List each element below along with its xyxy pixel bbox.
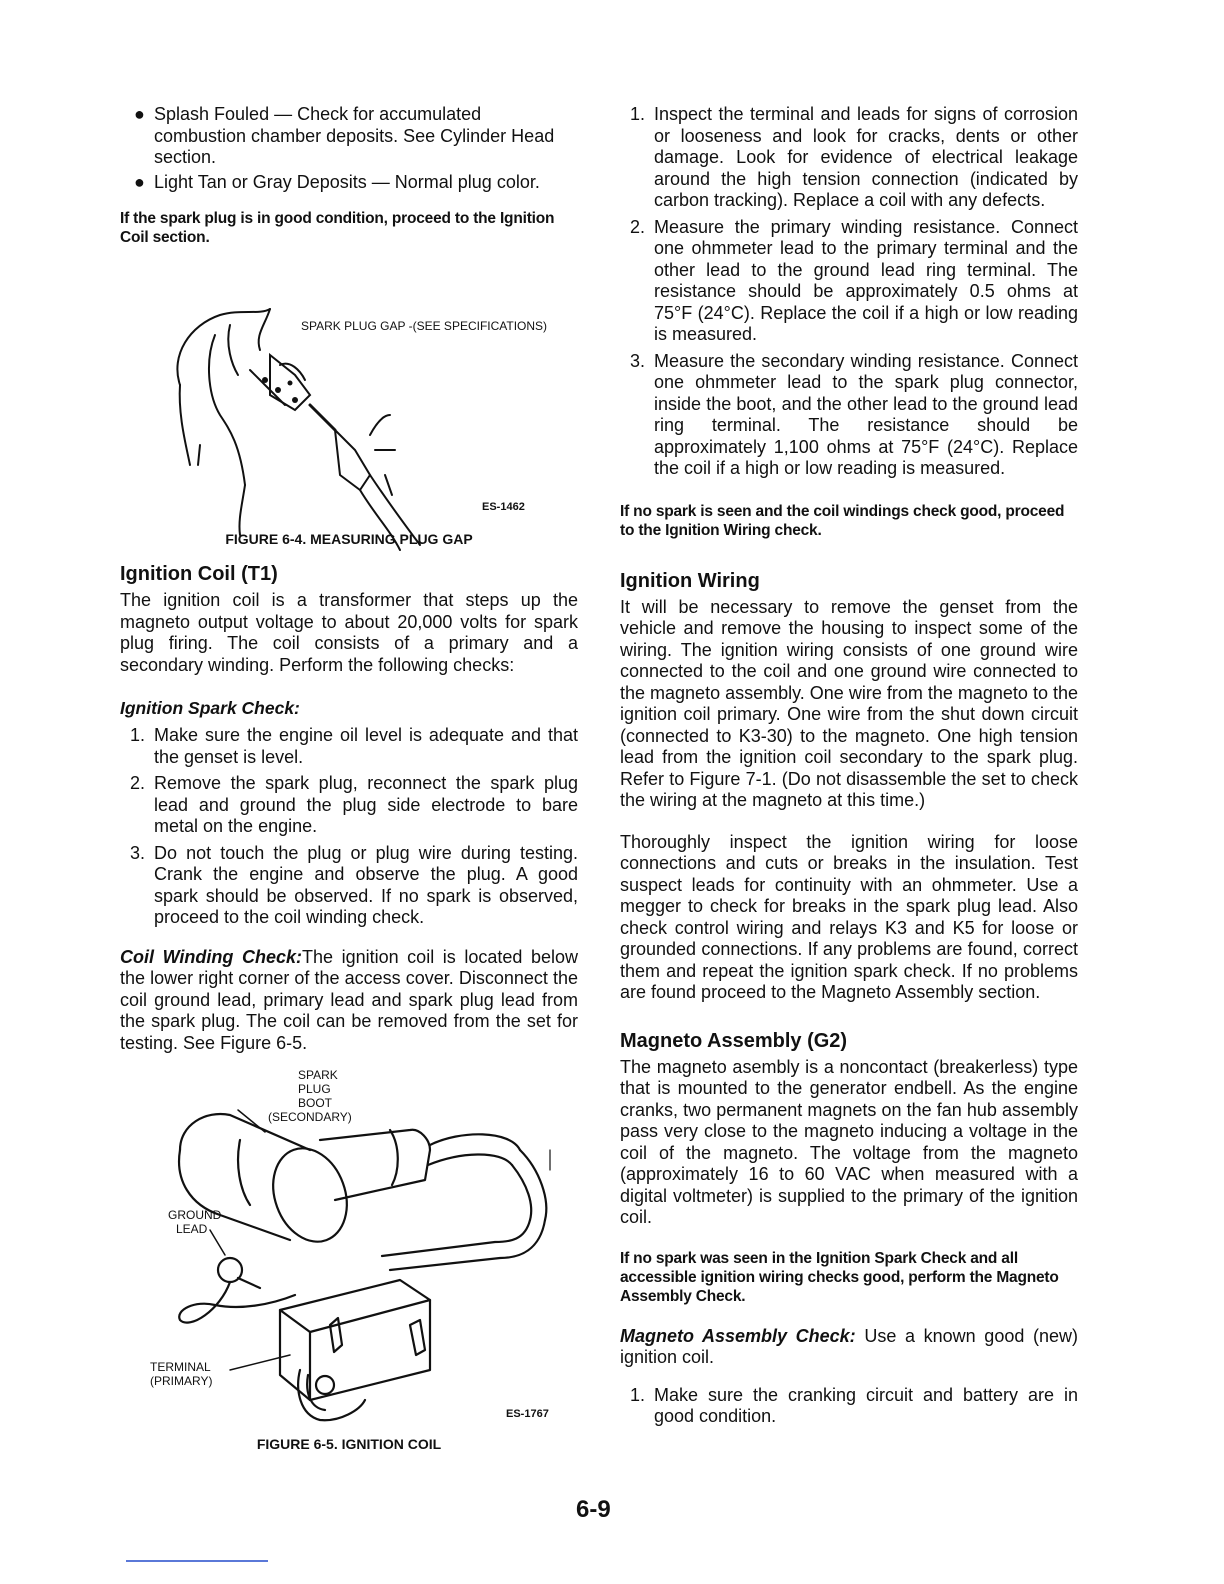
list-item: 3. Measure the secondary winding resistance. Connect one ohmmeter lead to the spark plug connector, inside the boot, and the other lead to the ground lead ring terminal. The resistance should be approximately 1,100 ohms at 75°F (24°C). Replace the coil if a high or low reading is measured. xyxy=(630,350,1078,478)
list-item: 1. Make sure the engine oil level is adequate and that the genset is level. xyxy=(130,725,578,767)
list-item: 1. Inspect the terminal and leads for signs of corrosion or looseness and look for cracks, dents or other damage. Look for evidence of electrical leakage around the high tension connection (indicated by carbon tracking). Replace a coil with any defects. xyxy=(630,104,1078,210)
note-spark-plug-good: If the spark plug is in good condition, proceed to the Ignition Coil section. xyxy=(120,210,555,246)
heading-ignition-wiring: Ignition Wiring xyxy=(620,569,760,592)
left-column xyxy=(120,104,578,1480)
label-spark-plug-boot: SPARK PLUG BOOT (SECONDARY) xyxy=(268,1068,352,1124)
note-no-spark: If no spark is seen and the coil windings check good, proceed to the Ignition Wiring check. xyxy=(620,502,1065,539)
ignition-coil-text: The ignition coil is a transformer that steps up the magneto output voltage to about 20,000 volts for spark plug firing. The coil consists of a primary and a secondary winding. Perform the following checks: xyxy=(120,590,578,675)
magneto-check-steps xyxy=(620,1385,1078,1428)
list-item: 2. Measure the primary winding resistance. Connect one ohmmeter lead to the primary terminal and the other lead to the ground lead ring terminal. The resistance should be approximately 0.5 ohms at 75°F (24°C). Replace the coil if a high or low reading is measured. xyxy=(630,216,1078,344)
heading-magneto-assembly: Magneto Assembly (G2) xyxy=(620,1029,848,1052)
figure-plug-gap xyxy=(120,265,578,555)
label-ground-lead: GROUND LEAD xyxy=(168,1208,222,1236)
coil-winding-steps xyxy=(620,104,1078,480)
heading-magneto-assembly-check: Magneto Assembly Check: xyxy=(620,1325,856,1346)
ignition-wiring-text-2: Thoroughly inspect the ignition wiring for loose connections and cuts or breaks in the insulation. Test suspect leads for continuity with an ohmmeter. Use a megger to check for breaks in the spark plug lead. Also check control wiring and relays K3 and K5 for loose or grounded connections. If any problems are found, correct them and repeat the ignition spark check. If no problems are found proceed to the Magneto Assembly section. xyxy=(620,831,1078,1002)
figure-code: ES-1462 xyxy=(482,501,525,513)
right-column xyxy=(620,104,1078,1433)
label-terminal-primary: TERMINAL (PRIMARY) xyxy=(150,1360,213,1388)
figure-caption: FIGURE 6-4. MEASURING PLUG GAP xyxy=(225,531,473,547)
ignition-wiring-text-1: It will be necessary to remove the genset from the vehicle and remove the housing to inspect some of the wiring. The ignition wiring consists of one ground wire connected to the coil and one ground wire connected to the magneto assembly. One wire from the magneto to the ignition coil primary. One wire from the shut down circuit (connected to K3-30) to the magneto. One high tension lead from the ignition coil secondary to the spark plug. Refer to Figure 7-1. (Do not disassemble the set to check the wiring at the magneto at this time.) xyxy=(620,596,1078,810)
heading-coil-winding-check: Coil Winding Check: xyxy=(120,946,302,967)
list-item: 2. Remove the spark plug, reconnect the spark plug lead and ground the plug side electrode to bare metal on the engine. xyxy=(130,773,578,836)
label-spark-plug-gap: SPARK PLUG GAP -(SEE SPECIFICATIONS) xyxy=(301,319,548,333)
note-magneto-check: If no spark was seen in the Ignition Spark Check and all accessible ignition wiring checks good, perform the Magneto Assembly Check. xyxy=(620,1249,1059,1305)
list-item: 1. Make sure the cranking circuit and battery are in good condition. xyxy=(630,1384,1078,1426)
spark-check-steps xyxy=(120,725,578,929)
list-item: 3. Do not touch the plug or plug wire during testing. Crank the engine and observe the plug. A good spark should be observed. If no spark is observed, proceed to the coil winding check. xyxy=(130,842,578,927)
page-number: 6-9 xyxy=(576,1496,611,1523)
heading-ignition-coil: Ignition Coil (T1) xyxy=(120,563,278,585)
bullet-item: ● Splash Fouled — Check for accumulated combustion chamber deposits. See Cylinder Head section. xyxy=(134,104,555,167)
figure-caption: FIGURE 6-5. IGNITION COIL xyxy=(256,1436,442,1452)
magneto-assembly-text: The magneto asembly is a noncontact (breakerless) type that is mounted to the generator endbell. As the engine cranks, two permanent magnets on the fan hub assembly pass very close to the magneto inducing a voltage in the coil of the magneto. The voltage from the magneto (approximately 16 to 60 VAC when measured with a digital voltmeter) is supplied to the primary of the ignition coil. xyxy=(620,1056,1078,1227)
bottom-rule xyxy=(126,1560,268,1562)
magneto-check-paragraph: Magneto Assembly Check: Use a known good (new) ignition coil. xyxy=(620,1325,1078,1367)
deposit-bullet-list xyxy=(120,104,578,193)
heading-ignition-spark-check: Ignition Spark Check: xyxy=(120,698,300,718)
figure-ignition-coil xyxy=(120,1070,578,1480)
bullet-item: ● Light Tan or Gray Deposits — Normal plug color. xyxy=(134,171,540,192)
figure-code: ES-1767 xyxy=(506,1408,549,1420)
coil-winding-paragraph: Coil Winding Check:The ignition coil is located below the lower right corner of the access cover. Disconnect the coil ground lead, primary lead and spark plug lead from the spark plug. The coil can be removed from the set for testing. See Figure 6-5. xyxy=(120,946,578,1053)
